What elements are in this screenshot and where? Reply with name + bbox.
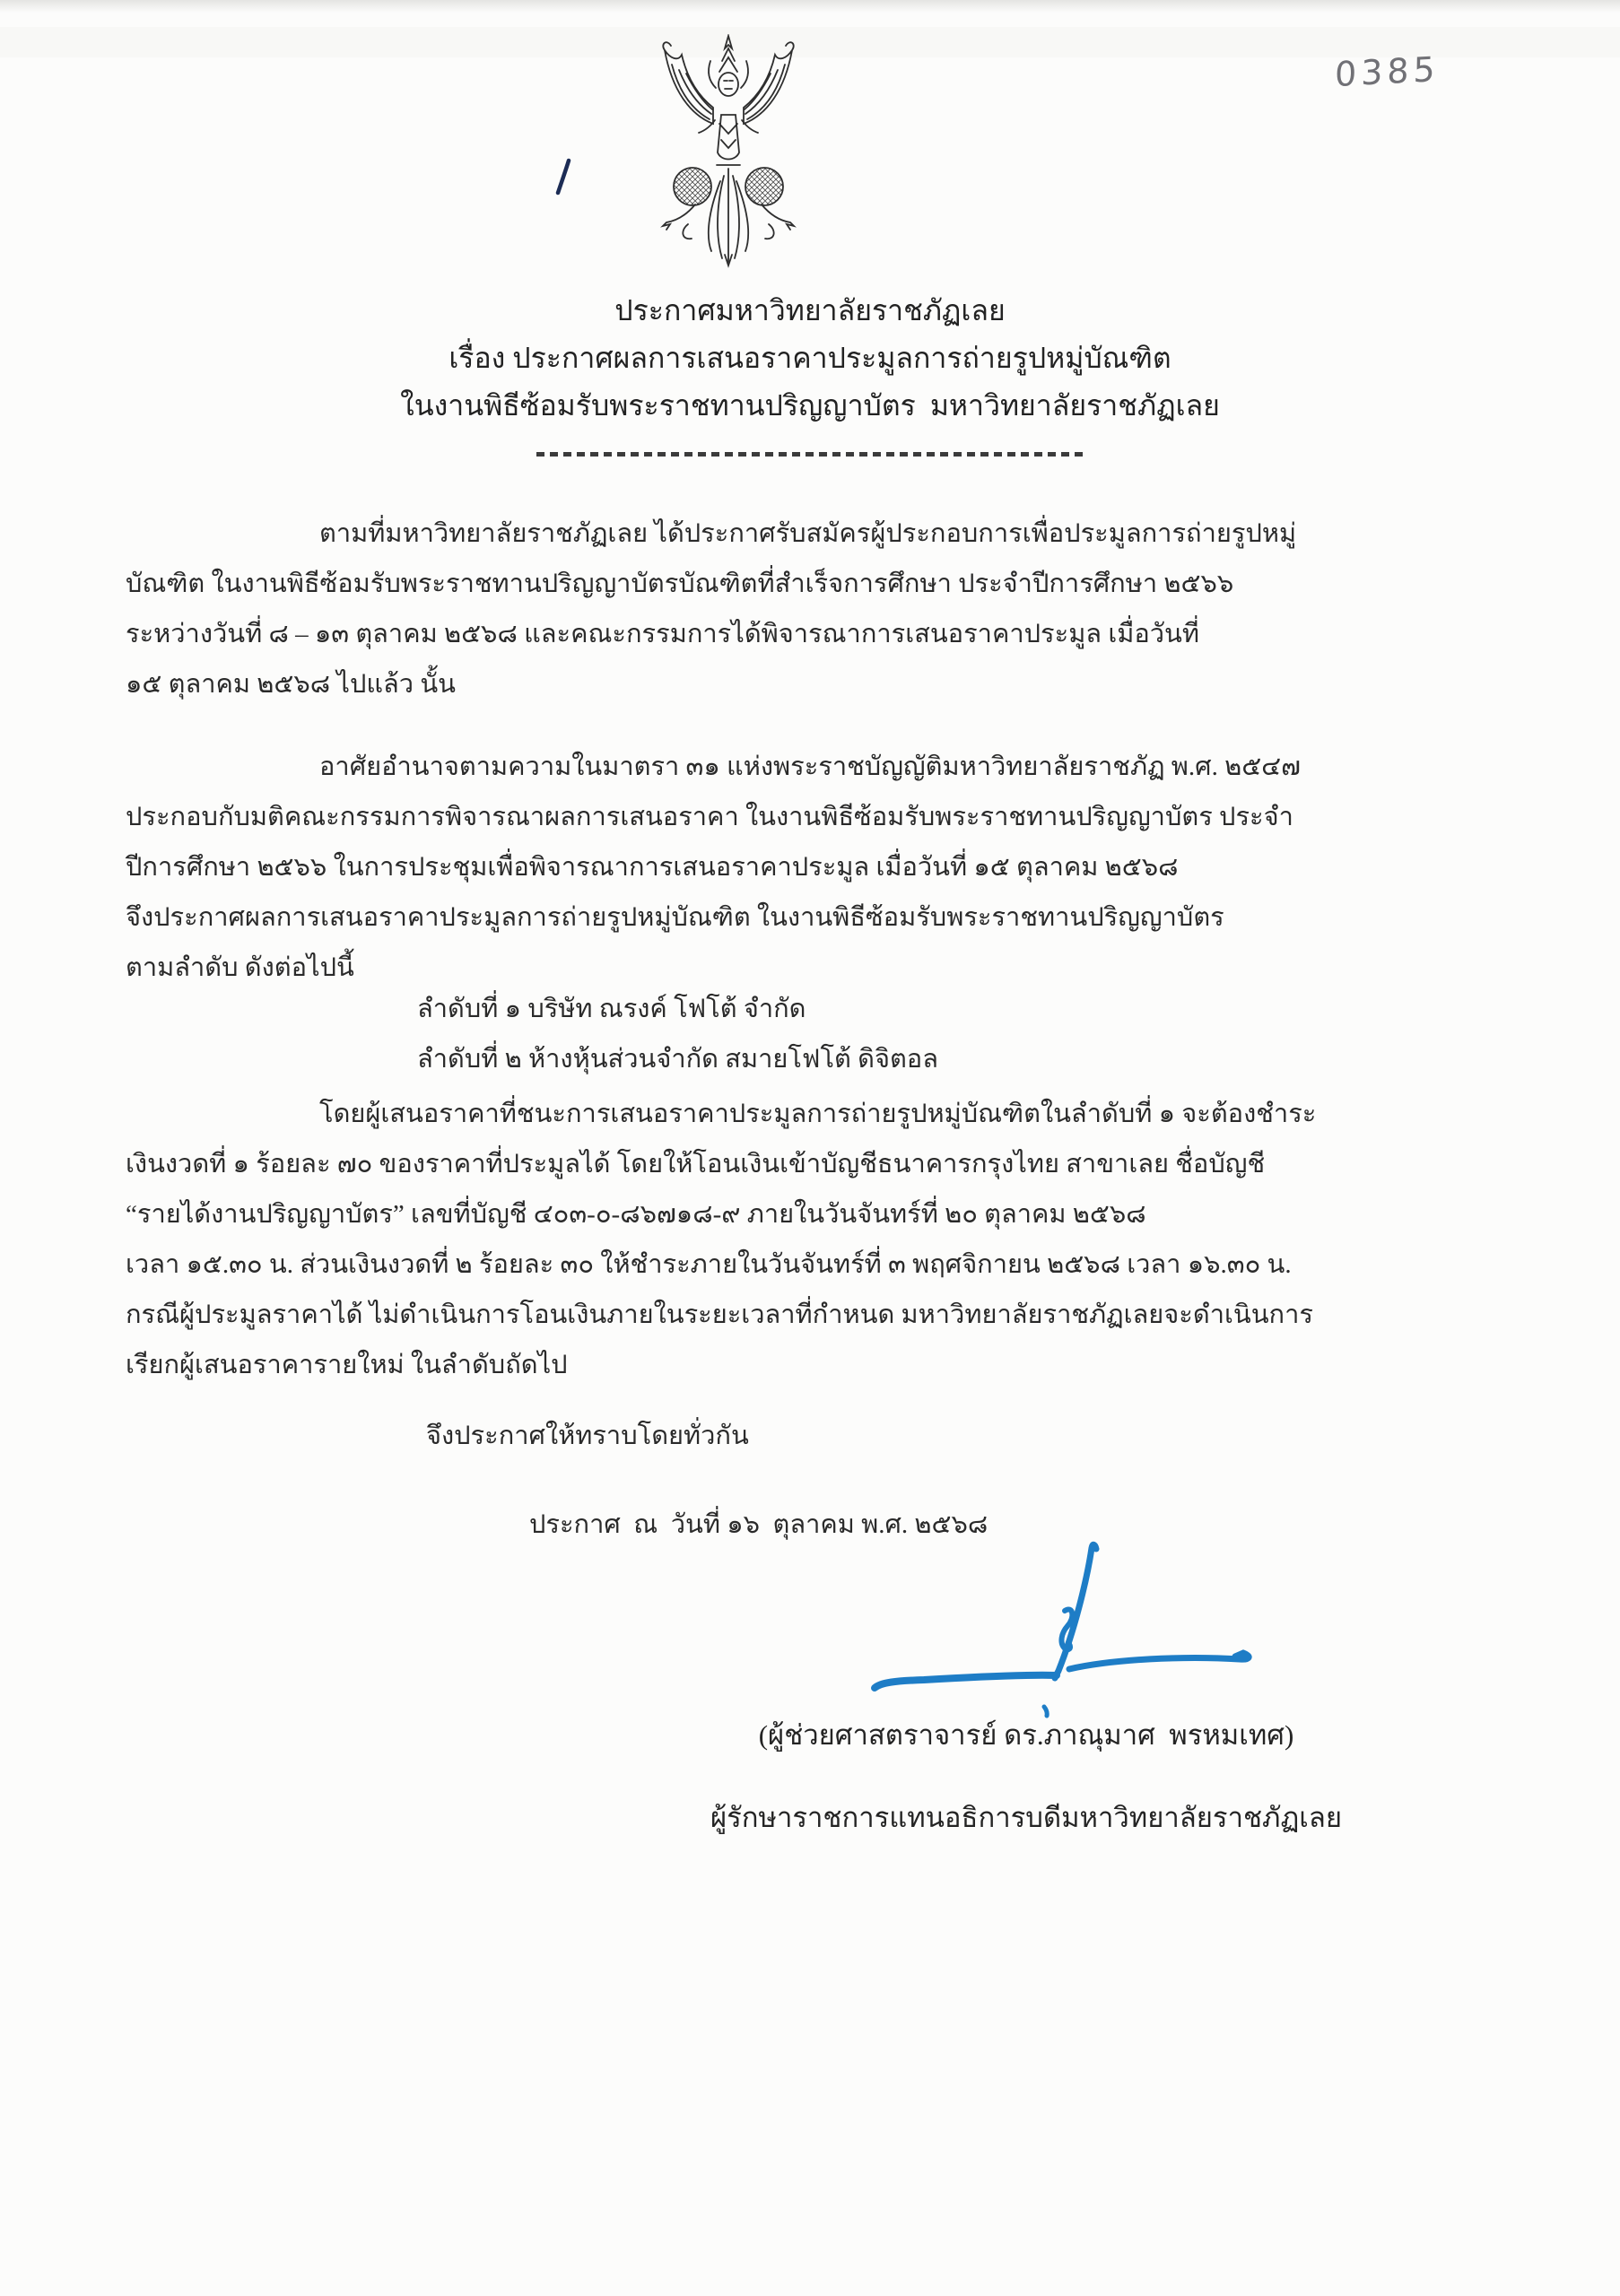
announcement-date-line: ประกาศ ณ วันที่ ๑๖ ตุลาคม พ.ศ. ๒๕๖๘ [529,1510,989,1539]
text-line: ตามลำดับ ดังต่อไปนี้ [126,953,354,982]
text-line: ปีการศึกษา ๒๕๖๖ ในการประชุมเพื่อพิจารณาการเสนอราคาประมูล เมื่อวันที่ ๑๕ ตุลาคม ๒๕๖๘ [126,853,1179,882]
title-separator [536,452,1087,457]
text-line: เรียกผู้เสนอราคารายใหม่ ในลำดับถัดไป [126,1351,568,1379]
title-line-university: ประกาศมหาวิทยาลัยราชภัฏเลย [614,294,1006,326]
title-line-event: ในงานพิธีซ้อมรับพระราชทานปริญญาบัตร มหาวิทยาลัยราชภัฏเลย [400,389,1220,422]
garuda-emblem-icon [652,34,805,269]
text-line: เวลา ๑๕.๓๐ น. ส่วนเงินงวดที่ ๒ ร้อยละ ๓๐ ให้ชำระภายในวันจันทร์ที่ ๓ พฤศจิกายน ๒๕๖๘ เวลา ๑๖.๓๐ น. [126,1250,1292,1279]
closing-statement: จึงประกาศให้ทราบโดยทั่วกัน [426,1422,749,1450]
signatory-role: ผู้รักษาราชการแทนอธิการบดีมหาวิทยาลัยราชภัฏเลย [710,1802,1343,1833]
text-line: ระหว่างวันที่ ๘ – ๑๓ ตุลาคม ๒๕๖๘ และคณะกรรมการได้พิจารณาการเสนอราคาประมูล เมื่อวันที่ [126,620,1200,648]
paragraph-2 [126,742,1507,993]
text-line: เงินงวดที่ ๑ ร้อยละ ๗๐ ของราคาที่ประมูลได้ โดยให้โอนเงินเข้าบัญชีธนาคารกรุงไทย สาขาเลย ชื่อบัญชี [126,1150,1266,1178]
paragraph-1 [126,509,1507,709]
document-title-block [0,287,1620,430]
paragraph-3 [126,1089,1507,1390]
text-line: กรณีผู้ประมูลราคาได้ ไม่ดำเนินการโอนเงินภายในระยะเวลาที่กำหนด มหาวิทยาลัยราชภัฏเลยจะดำเนินการ [126,1300,1313,1329]
pen-mark-icon [549,157,576,196]
text-line: จึงประกาศผลการเสนอราคาประมูลการถ่ายรูปหมู่บัณฑิต ในงานพิธีซ้อมรับพระราชทานปริญญาบัตร [126,903,1224,932]
text-line: ประกอบกับมติคณะกรรมการพิจารณาผลการเสนอราคา ในงานพิธีซ้อมรับพระราชทานปริญญาบัตร ประจำ [126,803,1293,831]
signature-ink [843,1525,1274,1731]
list-item: ลำดับที่ ๒ ห้างหุ้นส่วนจำกัด สมายโฟโต้ ดิจิตอล [417,1045,938,1074]
text-line: บัณฑิต ในงานพิธีซ้อมรับพระราชทานปริญญาบัตรบัณฑิตที่สำเร็จการศึกษา ประจำปีการศึกษา ๒๕๖๖ [126,570,1234,598]
text-line: “รายได้งานปริญญาบัตร” เลขที่บัญชี ๔๐๓-๐-๘๖๗๑๘-๙ ภายในวันจันทร์ที่ ๒๐ ตุลาคม ๒๕๖๘ [126,1200,1146,1229]
handwritten-doc-number: 0385 [1334,48,1441,95]
text-line: ๑๕ ตุลาคม ๒๕๖๘ ไปแล้ว นั้น [126,670,456,699]
scan-edge-shadow [0,0,1620,13]
title-line-subject: เรื่อง ประกาศผลการเสนอราคาประมูลการถ่ายรูปหมู่บัณฑิต [449,342,1171,374]
bidder-rank-list [417,984,1620,1084]
list-item: ลำดับที่ ๑ บริษัท ณรงค์ โฟโต้ จำกัด [417,995,806,1023]
text-line: อาศัยอำนาจตามความในมาตรา ๓๑ แห่งพระราชบัญญัติมหาวิทยาลัยราชภัฏ พ.ศ. ๒๕๔๗ [319,752,1301,781]
signatory-name: (ผู้ช่วยศาสตราจารย์ ดร.ภาณุมาศ พรหมเทศ) [758,1719,1294,1751]
text-line: โดยผู้เสนอราคาที่ชนะการเสนอราคาประมูลการถ่ายรูปหมู่บัณฑิตในลำดับที่ ๑ จะต้องชำระ [319,1100,1317,1128]
signatory-block [667,1709,1385,1844]
text-line: ตามที่มหาวิทยาลัยราชภัฏเลย ได้ประกาศรับสมัครผู้ประกอบการเพื่อประมูลการถ่ายรูปหมู่ [319,519,1297,548]
